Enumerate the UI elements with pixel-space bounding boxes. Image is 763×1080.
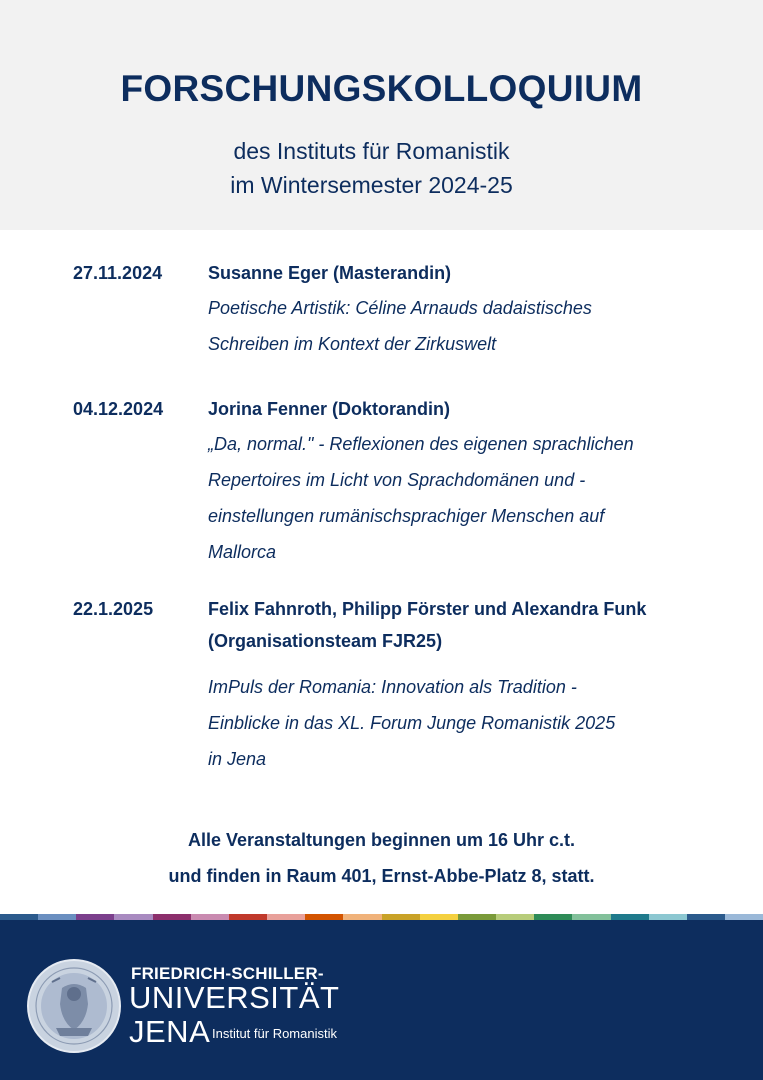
university-name-line-1: FRIEDRICH-SCHILLER- <box>131 964 324 983</box>
subtitle <box>0 134 743 202</box>
event-talk-title <box>208 669 708 777</box>
university-seal-icon <box>26 958 122 1054</box>
talk-line: Repertoires im Licht von Sprachdomänen und - <box>208 470 586 490</box>
speaker-line: (Organisationsteam FJR25) <box>208 631 443 651</box>
institute-name: Institut für Romanistik <box>212 1026 337 1041</box>
talk-line: Poetische Artistik: Céline Arnauds dadaistisches <box>208 298 592 318</box>
event-speaker <box>208 593 708 657</box>
venue-note-line-2: und finden in Raum 401, Ernst-Abbe-Platz 8, statt. <box>168 866 595 886</box>
event-talk-title <box>208 426 708 570</box>
subtitle-line-2: im Wintersemester 2024-25 <box>230 172 513 198</box>
speaker-line: Felix Fahnroth, Philipp Förster und Alexandra Funk <box>208 599 647 619</box>
speaker-line: Jorina Fenner (Doktorandin) <box>208 399 451 419</box>
event-speaker <box>208 257 708 289</box>
talk-line: Schreiben im Kontext der Zirkuswelt <box>208 334 497 354</box>
talk-line: „Da, normal." - Reflexionen des eigenen sprachlichen <box>208 434 634 454</box>
university-name-line-2: UNIVERSITÄT <box>129 980 340 1015</box>
subtitle-line-1: des Instituts für Romanistik <box>233 138 510 164</box>
talk-line: ImPuls der Romania: Innovation als Tradition - <box>208 677 577 697</box>
talk-line: Einblicke in das XL. Forum Junge Romanistik 2025 <box>208 713 616 733</box>
speaker-line: Susanne Eger (Masterandin) <box>208 263 452 283</box>
page-title: FORSCHUNGSKOLLOQUIUM <box>120 68 643 109</box>
header-band <box>0 0 763 230</box>
venue-note <box>0 822 763 894</box>
footer-band <box>0 920 763 1080</box>
event-date: 04.12.2024 <box>73 399 164 419</box>
event-speaker <box>208 393 708 425</box>
talk-line: in Jena <box>208 749 267 769</box>
talk-line: Mallorca <box>208 542 277 562</box>
university-name-line-3: JENA <box>129 1014 211 1049</box>
talk-line: einstellungen rumänischsprachiger Menschen auf <box>208 506 605 526</box>
venue-note-line-1: Alle Veranstaltungen beginnen um 16 Uhr c.t. <box>187 830 576 850</box>
event-talk-title <box>208 290 708 362</box>
event-date: 22.1.2025 <box>73 599 154 619</box>
event-date: 27.11.2024 <box>73 263 163 283</box>
